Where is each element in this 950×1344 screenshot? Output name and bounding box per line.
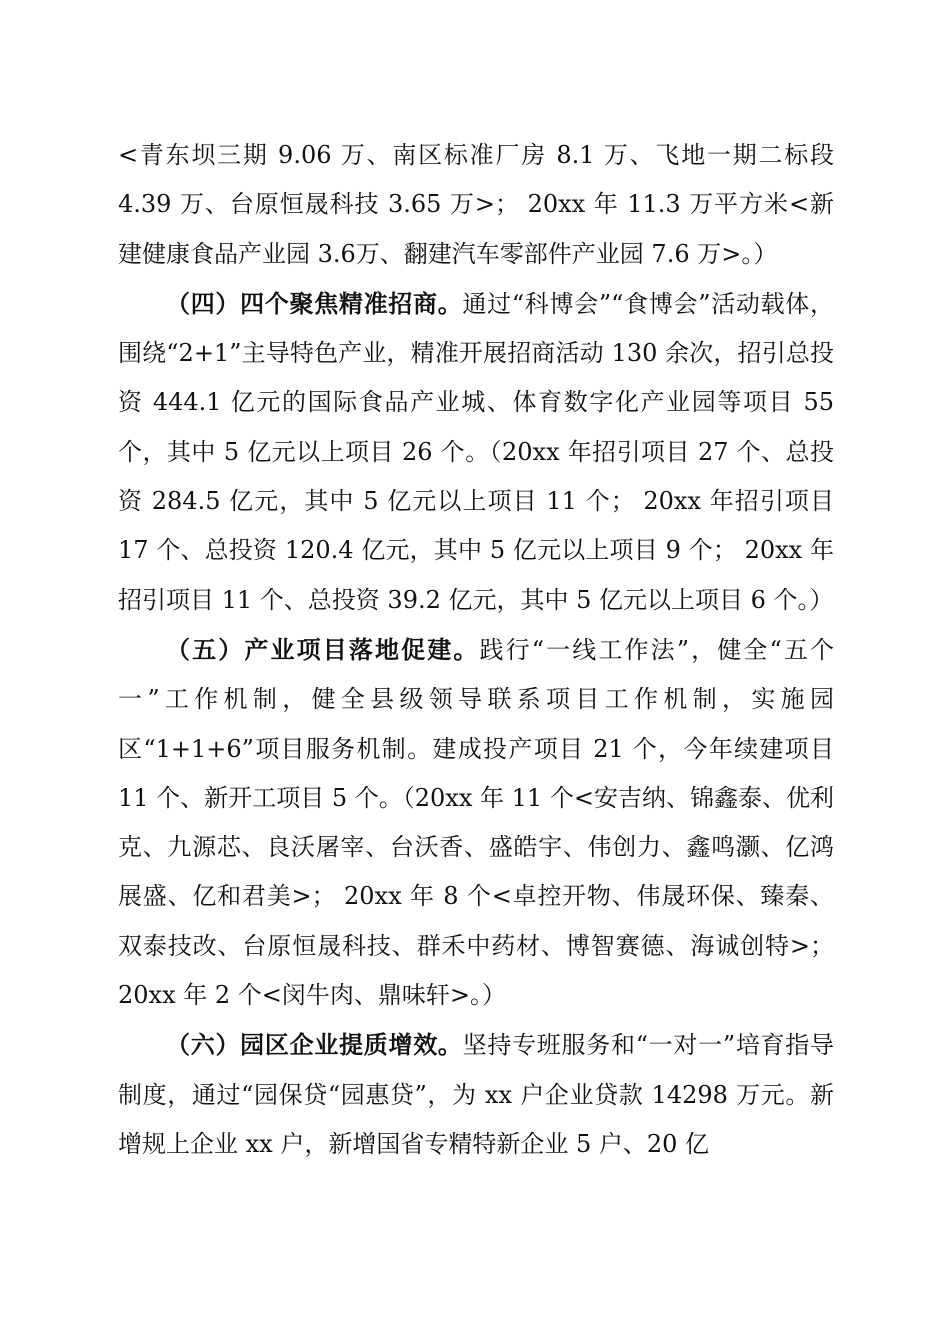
paragraph-text: 坚持专班服务和“一对一”培育指导制度，通过“园保贷“园惠贷”，为 xx 户企业贷款 14298 万元。新增规上企业 xx 户，新增国省专精特新企业 5 户、20 亿 <box>118 1031 835 1158</box>
paragraph-section-4 <box>118 279 834 625</box>
paragraph-text: 通过“科博会”“食博会”活动载体，围绕“2+1”主导特色产业，精准开展招商活动 130 余次，招引总投资 444.1 亿元的国际食品产业城、体育数字化产业园等项目 55 个，其中 5 亿元以上项目 26 个。（20xx 年招引项目 27 个、总投资 284.5 亿元，其中 5 亿元以上项目 11 个； 20xx 年招引项目 17 个、总投资 120.4 亿元，其中 5 亿元以上项目 9 个； 20xx 年招引项目 11 个、总投资 39.2 亿元，其中 5 亿元以上项目 6 个。） <box>118 289 835 614</box>
document-body <box>118 131 834 1169</box>
paragraph-text: <青东坝三期 9.06 万、南区标准厂房 8.1 万、飞地一期二标段 4.39 万、台原恒晟科技 3.65 万>； 20xx 年 11.3 万平方米<新建健康食品产业园 3.6万、翻建汽车零部件产业园 7.6 万>。） <box>118 141 834 268</box>
section-heading: （四）四个聚焦精准招商。 <box>166 288 463 318</box>
paragraph-section-6 <box>118 1020 834 1169</box>
paragraph-section-5 <box>118 625 834 1020</box>
section-heading: （六）园区企业提质增效。 <box>166 1030 463 1060</box>
paragraph-text: 践行“一线工作法”，健全“五个一”工作机制，健全县级领导联系项目工作机制，实施园区“1+1+6”项目服务机制。建成投产项目 21 个，今年续建项目 11 个、新开工项目 5 个。（20xx 年 11 个<安吉纳、锦鑫泰、优利克、九源芯、良沃屠宰、台沃香、盛皓宇、伟创力、鑫鸣灏、亿鸿展盛、亿和君美>； 20xx 年 8 个<卓控开物、伟晟环保、臻秦、双泰技改、台原恒晟科技、群禾中药材、博智赛德、海诚创特>； 20xx 年 2 个<闵牛肉、鼎味轩>。） <box>118 635 835 1010</box>
paragraph-continuation <box>118 131 834 279</box>
section-heading: （五）产业项目落地促建。 <box>166 634 480 664</box>
